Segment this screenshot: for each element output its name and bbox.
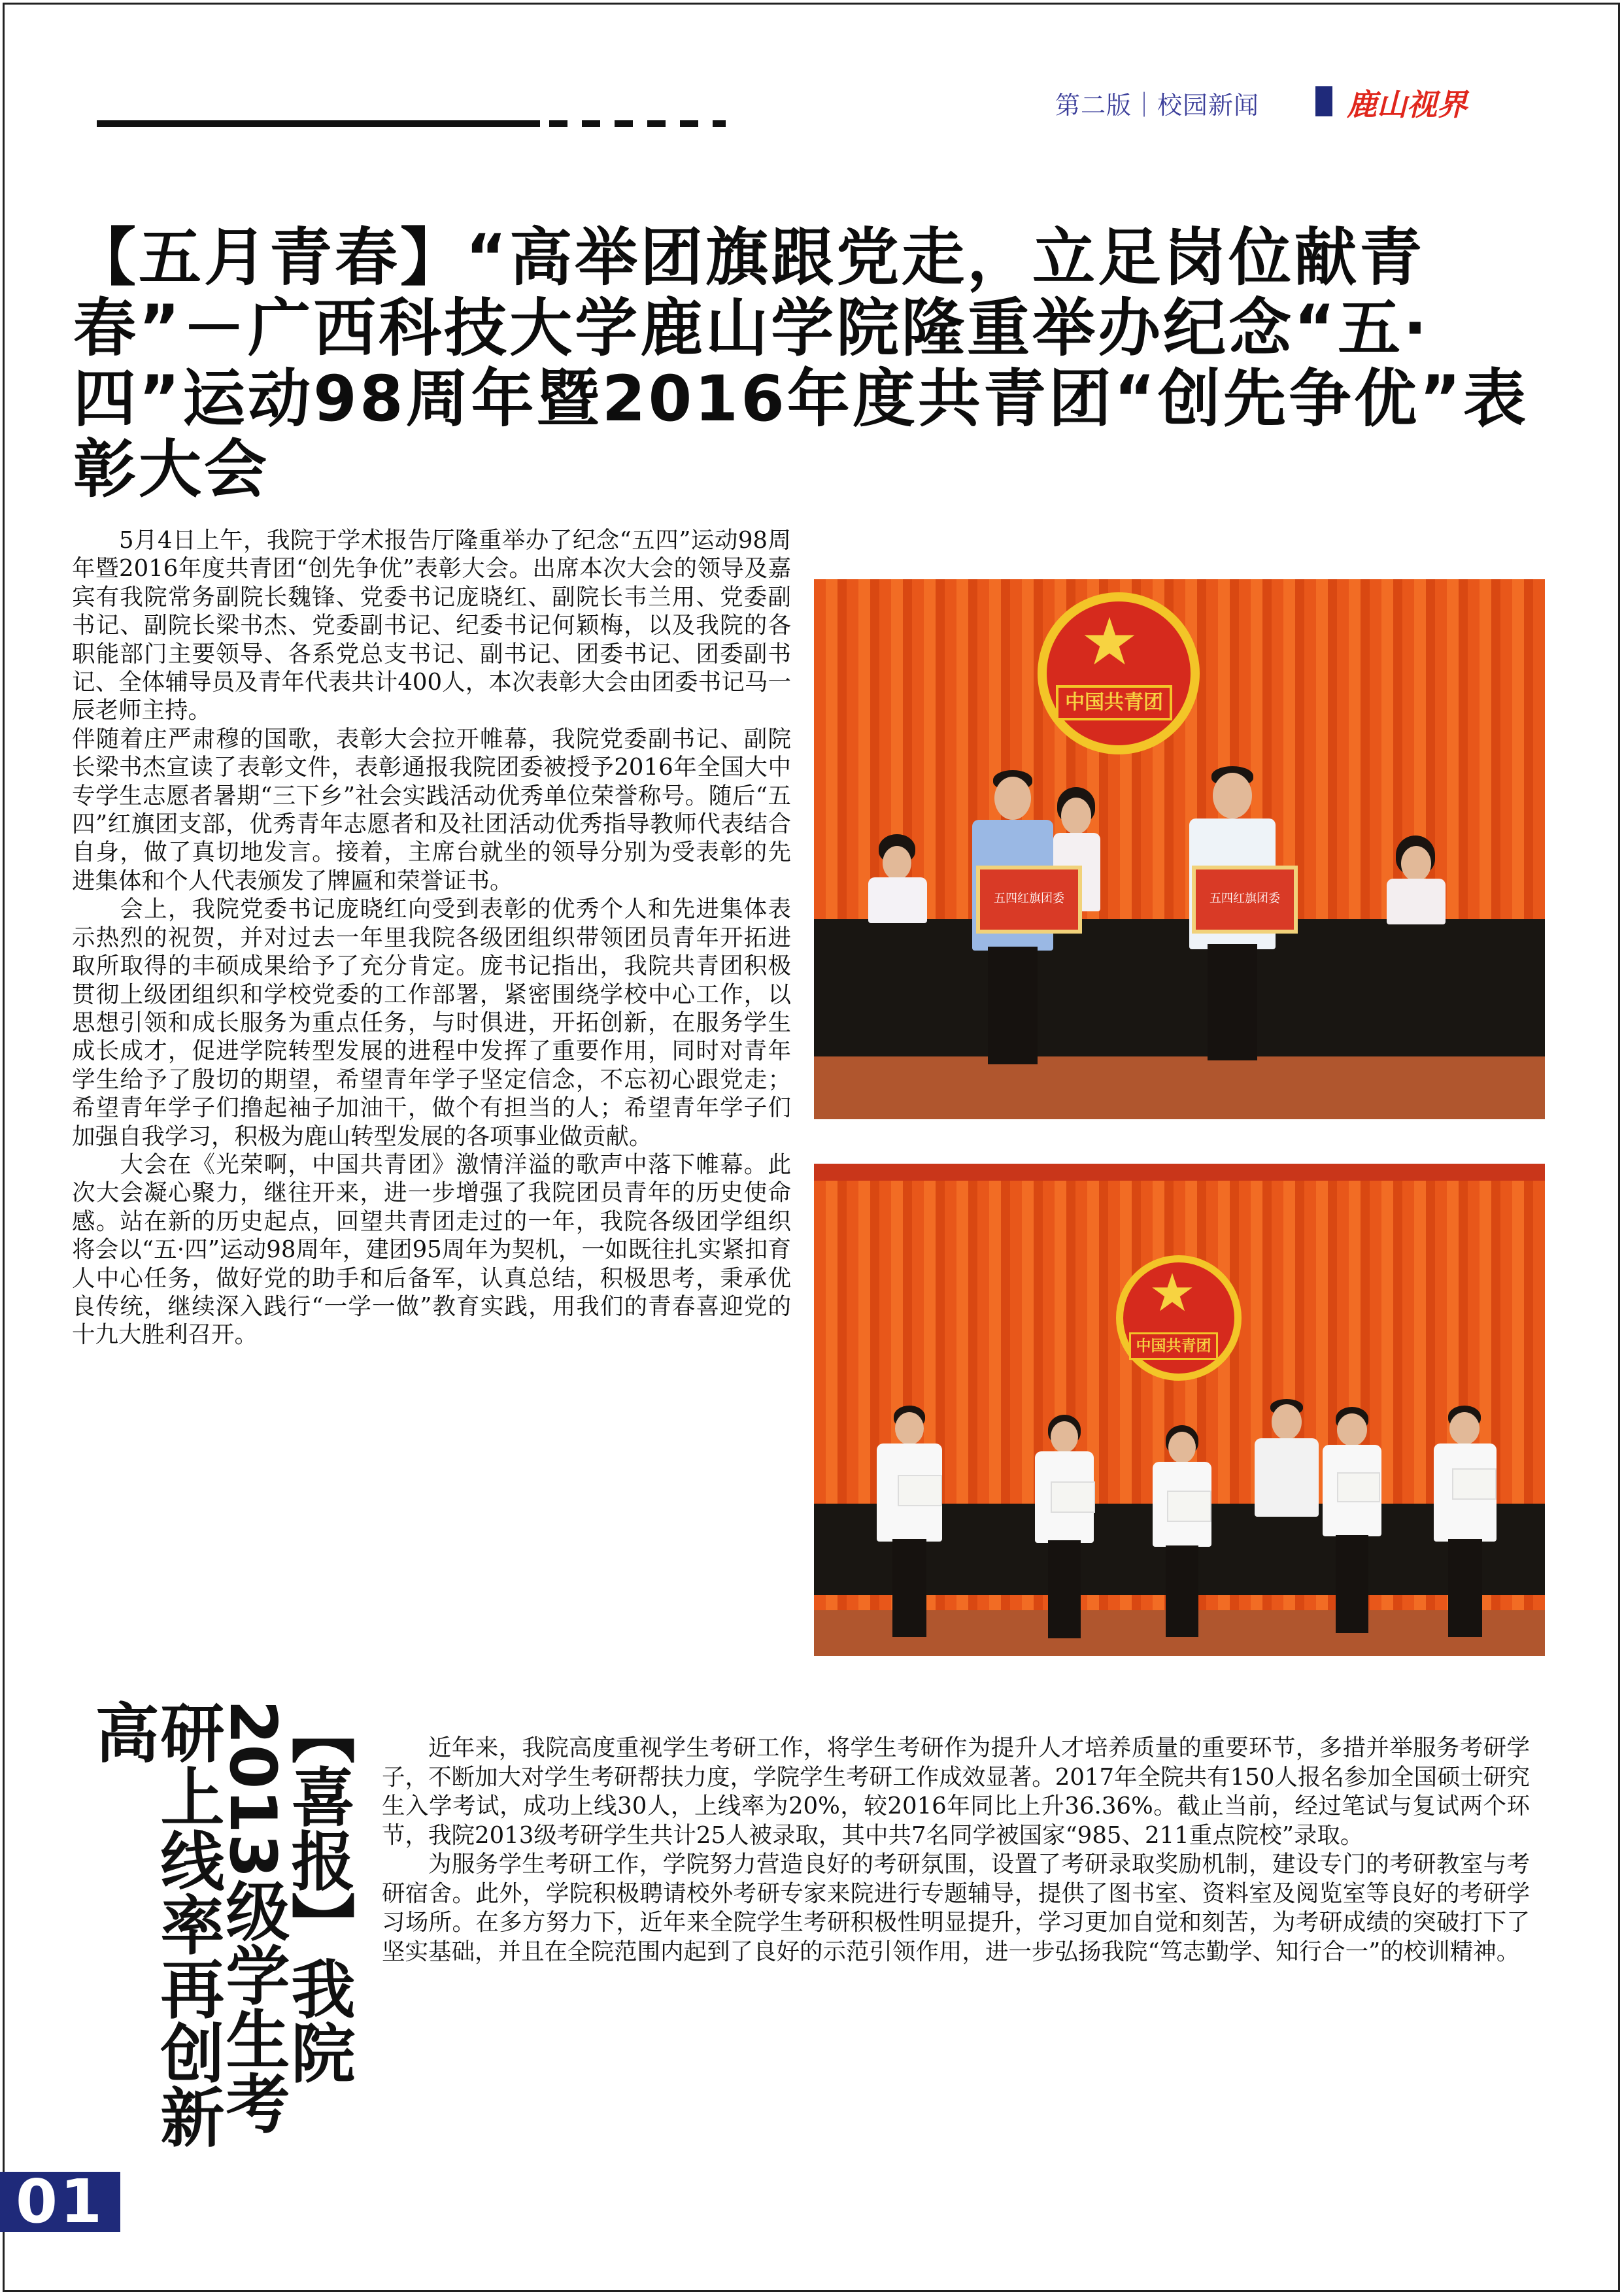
- section-marker: [1315, 86, 1332, 116]
- article-paragraph: 大会在《光荣啊，中国共青团》激情洋溢的歌声中落下帷幕。此次大会凝心聚力，继往开来，进一步增强了我院团员青年的历史使命感。站在新的历史起点，回望共青团走过的一年，我院各级团学组织将会以“五·四”运动98周年，建团95周年为契机，一如既往扎实紧扣育人中心任务，做好党的助手和后备军，认真总结，积极思考，秉承优良传统，继续深入践行“一学一做”教育实践，用我们的青春喜迎党的十九大胜利召开。: [72, 1151, 791, 1349]
- article2-paragraph: 近年来，我院高度重视学生考研工作，将学生考研作为提升人才培养质量的重要环节，多措并举服务考研学子，不断加大对学生考研帮扶力度，学院学生考研工作成效显著。2017年全院共有150人报名参加全国硕士研究生入学考试，成功上线30人，上线率为20%，较2016年同比上升36.36%。截止当前，经过笔试与复试两个环节，我院2013级考研学生共计25人被录取，其中共7名同学被国家“985、211重点院校”录取。: [382, 1734, 1530, 1849]
- certificate: [1167, 1491, 1211, 1522]
- section-label: 第二版｜校园新闻: [1055, 91, 1260, 120]
- award-ceremony-photo: [814, 579, 1545, 1119]
- certificate-recipients-photo: [814, 1164, 1545, 1656]
- page-number: 01: [0, 2172, 120, 2232]
- article-paragraph: 5月4日上午，我院于学术报告厅隆重举办了纪念“五四”运动98周年暨2016年度共青团“创先争优”表彰大会。出席本次大会的领导及嘉宾有我院常务副院长魏锋、党委书记庞晓红、副院长韦兰用、党委副书记、副院长梁书杰、党委副书记、纪委书记何颖梅，以及我院的各职能部门主要领导、各系党总支书记、副书记、团委书记、团委副书记、全体辅导员及青年代表共计400人，本次表彰大会由团委书记马一辰老师主持。: [72, 527, 791, 724]
- header-rule: [97, 120, 540, 127]
- article2-body: [382, 1734, 1530, 1967]
- award-plaque: [1192, 866, 1298, 934]
- certificate: [1337, 1472, 1380, 1502]
- star-icon: ★: [1080, 603, 1139, 680]
- article-paragraph: 伴随着庄严肃穆的国歌，表彰大会拉开帷幕，我院党委副书记、副院长梁书杰宣读了表彰文件，表彰通报我院团委被授予2016年全国大中专学生志愿者暑期“三下乡”社会实践活动优秀单位荣誉称号。随后“五四”红旗团支部，优秀青年志愿者和及社团活动优秀指导教师代表结合自身，做了真切地发言。接着，主席台就坐的领导分别为受表彰的先进集体和个人代表颁发了牌匾和荣誉证书。: [72, 725, 791, 894]
- stage-floor: [814, 1056, 1545, 1119]
- certificate: [1452, 1468, 1497, 1500]
- publication-logo: 鹿山视界: [1347, 87, 1467, 122]
- plaque-label: 五四红旗团委: [994, 892, 1064, 905]
- article2-paragraph: 为服务学生考研工作，学院努力营造良好的考研氛围，设置了考研录取奖励机制，建设专门的考研教室与考研宿舍。此外，学院积极聘请校外考研专家来院进行专题辅导，提供了图书室、资料室及阅览室等良好的考研学习场所。在多方努力下，近年来全院学生考研积极性明显提升，学习更加自觉和刻苦，为考研成绩的突破打下了坚实基础，并且在全院范围内起到了良好的示范引领作用，进一步弘扬我院“笃志勤学、知行合一”的校训精神。: [382, 1851, 1530, 1965]
- award-plaque: [976, 866, 1082, 934]
- plaque-label: 五四红旗团委: [1210, 892, 1280, 905]
- head-table: [814, 919, 1545, 1056]
- emblem-ribbon: 中国共青团: [1129, 1332, 1218, 1360]
- header-rule-dashed: [549, 120, 726, 127]
- article-headline: 【五月青春】“高举团旗跟党走，立足岗位献青春”－广西科技大学鹿山学院隆重举办纪念“五·四”运动98周年暨2016年度共青团“创先争优”表彰大会: [73, 221, 1529, 506]
- certificate: [1051, 1481, 1095, 1513]
- article-paragraph: 会上，我院党委书记庞晓红向受到表彰的优秀个人和先进集体表示热烈的祝贺，并对过去一年里我院各级团组织带领团员青年开拓进取所取得的丰硕成果给予了充分肯定。庞书记指出，我院共青团积极贯彻上级团组织和学校党委的工作部署，紧密围绕学校中心工作，以思想引领和成长服务为重点任务，与时俱进，开拓创新，在服务学生成长成才，促进学院转型发展的进程中发挥了重要作用，同时对青年学生给予了殷切的期望，希望青年学子坚定信念，不忘初心跟党走；希望青年学子们撸起袖子加油干，做个有担当的人；希望青年学子们加强自我学习，积极为鹿山转型发展的各项事业做贡献。: [72, 896, 791, 1150]
- star-icon: ★: [1149, 1262, 1196, 1323]
- certificate: [898, 1475, 942, 1506]
- article-body: [72, 526, 791, 1349]
- emblem-ribbon: 中国共青团: [1056, 685, 1172, 720]
- article2-title: 【喜报】我院2013级学生考研上线率再创新高: [84, 1700, 355, 2148]
- stage-banner: [814, 1164, 1545, 1181]
